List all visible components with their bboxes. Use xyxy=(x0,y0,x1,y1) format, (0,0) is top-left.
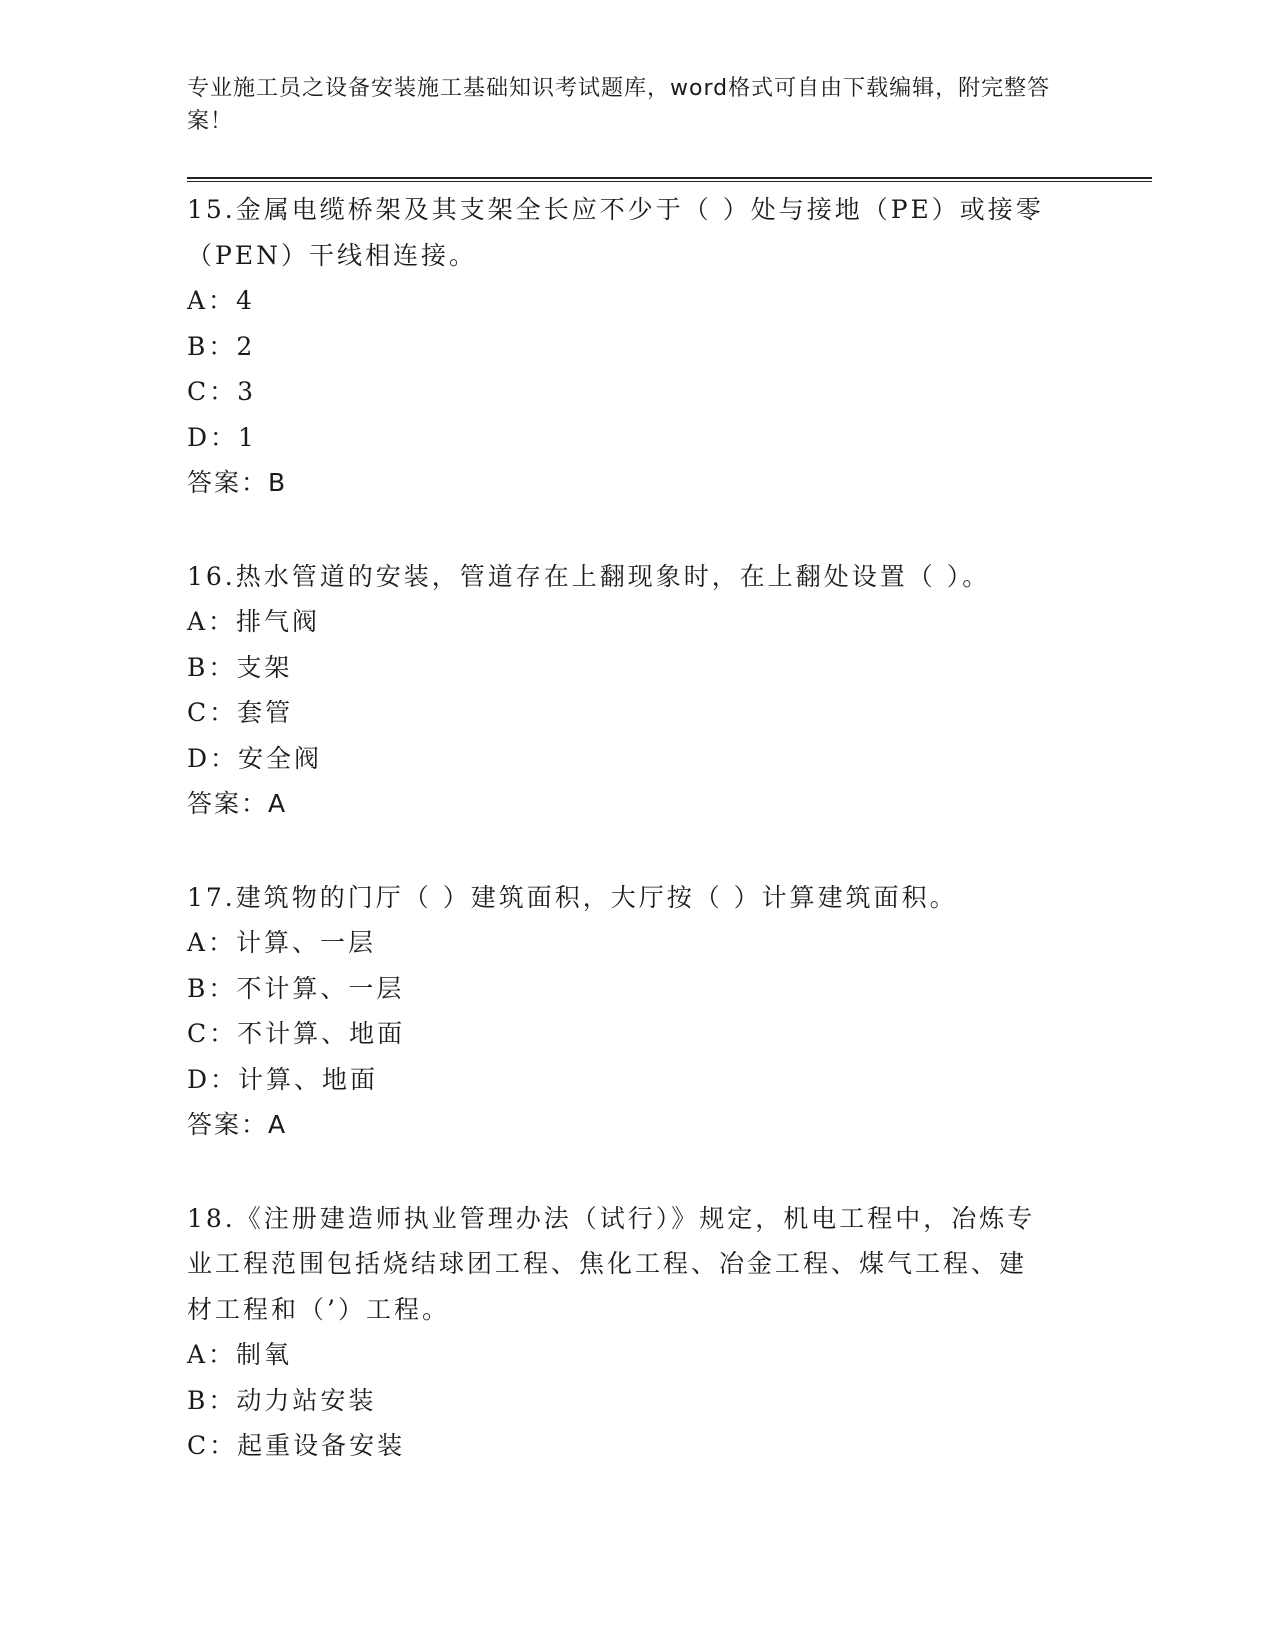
document-header xyxy=(187,72,1067,138)
option-c: C：不计算、地面 xyxy=(187,1019,406,1048)
option-a: A：排气阀 xyxy=(187,607,321,636)
header-text: 专业施工员之设备安装施工基础知识考试题库，word格式可自由下载编辑，附完整答案！ xyxy=(187,76,1051,134)
header-divider xyxy=(187,177,1152,182)
option-b: B：动力站安装 xyxy=(187,1385,377,1415)
option-a: A：4 xyxy=(187,286,255,315)
option-b: B：不计算、一层 xyxy=(187,973,405,1003)
question-stem-line: （PEN）干线相连接。 xyxy=(187,240,477,270)
question-stem-line: 17.建筑物的门厅（ ）建筑面积，大厅按（ ）计算建筑面积。 xyxy=(187,882,958,912)
option-c: C：起重设备安装 xyxy=(187,1431,406,1460)
option-c: C：套管 xyxy=(187,698,294,727)
option-a: A：计算、一层 xyxy=(187,928,377,957)
option-c: C：3 xyxy=(187,377,257,406)
option-b: B：支架 xyxy=(187,652,293,682)
question-stem-line: 16.热水管道的安装，管道存在上翻现象时，在上翻处设置（ ）。 xyxy=(187,561,991,591)
option-d: D：1 xyxy=(187,422,257,452)
question-spacer xyxy=(187,827,1087,875)
question-spacer xyxy=(187,1148,1087,1196)
question-16 xyxy=(187,554,1087,827)
question-list xyxy=(187,187,1087,1469)
answer-text: 答案：B xyxy=(187,468,288,497)
question-stem-line: 15.金属电缆桥架及其支架全长应不少于（ ）处与接地（PE）或接零 xyxy=(187,195,1044,224)
question-stem-line: 材工程和（’）工程。 xyxy=(187,1294,450,1324)
answer-text: 答案：A xyxy=(187,1110,288,1139)
question-stem-line: 18.《注册建造师执业管理办法（试行）》规定，机电工程中，冶炼专 xyxy=(187,1203,1036,1233)
question-stem-line: 业工程范围包括烧结球团工程、焦化工程、冶金工程、煤气工程、建 xyxy=(187,1249,1028,1278)
question-18 xyxy=(187,1196,1087,1469)
option-a: A：制氧 xyxy=(187,1340,293,1369)
question-15 xyxy=(187,187,1087,506)
option-d: D：安全阀 xyxy=(187,743,323,773)
option-d: D：计算、地面 xyxy=(187,1064,379,1094)
question-spacer xyxy=(187,506,1087,554)
answer-text: 答案：A xyxy=(187,789,288,818)
option-b: B：2 xyxy=(187,331,256,361)
question-17 xyxy=(187,875,1087,1148)
